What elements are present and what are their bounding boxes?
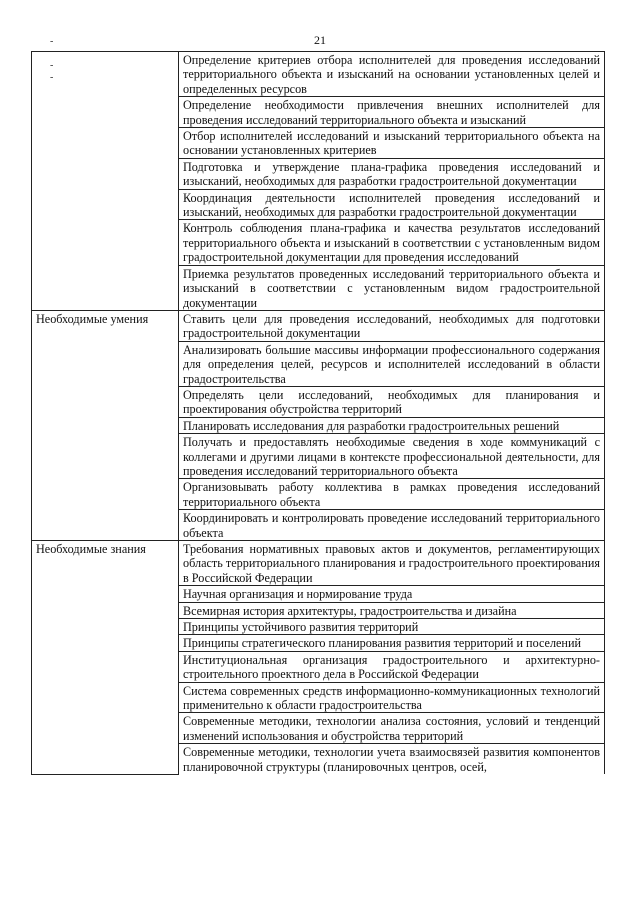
truncated-cell-text: Современные методики, технологии учета взаимосвязей развития компонентов планировочной структуры (планировочных центров, осей, xyxy=(183,745,600,774)
table-cell xyxy=(179,744,605,775)
table-row xyxy=(32,310,605,341)
table-cell: Координация деятельности исполнителей проведения исследований и изысканий, необходимых для разработки градостроительной документации xyxy=(179,189,605,220)
table-cell: Требования нормативных правовых актов и документов, регламентирующих область территориального планирования и градостроительного проектирования в Российской Федерации xyxy=(179,541,605,586)
table-cell: Научная организация и нормирование труда xyxy=(179,586,605,602)
section-label: Необходимые умения xyxy=(32,310,179,540)
table-cell: Институциональная организация градостроительного и архитектурно-строительного проектного дела в Российской Федерации xyxy=(179,651,605,682)
table-cell: Всемирная история архитектуры, градостроительства и дизайна xyxy=(179,602,605,618)
table-cell: Контроль соблюдения плана-графика и качества результатов исследований территориального объекта и изысканий в соответствии с установленным видом градостроительной документации для проведения исследований xyxy=(179,220,605,265)
table-cell: Определение необходимости привлечения внешних исполнителей для проведения исследований территориального объекта и изысканий xyxy=(179,97,605,128)
table-cell: Принципы устойчивого развития территорий xyxy=(179,619,605,635)
page-number: 21 xyxy=(314,33,326,47)
table-cell: Планировать исследования для разработки градостроительных решений xyxy=(179,417,605,433)
table-row xyxy=(32,52,605,97)
table-cell: Отбор исполнителей исследований и изысканий территориального объекта на основании установленных критериев xyxy=(179,128,605,159)
requirements-table xyxy=(31,51,605,775)
table-cell: Ставить цели для проведения исследований, необходимых для подготовки градостроительной документации xyxy=(179,310,605,341)
table-cell: Приемка результатов проведенных исследований территориального объекта и изысканий в соответствии с установленным видом градостроительной документации xyxy=(179,265,605,310)
section-label xyxy=(32,52,179,311)
margin-mark: - xyxy=(50,72,54,83)
table-cell: Анализировать большие массивы информации профессионального содержания для определения целей, ресурсов и исполнителей исследований в области градостроительства xyxy=(179,341,605,386)
table-cell: Современные методики, технологии анализа состояния, условий и тенденций изменений использования и обустройства территорий xyxy=(179,713,605,744)
table-cell: Система современных средств информационно-коммуникационных технологий применительно к области градостроительства xyxy=(179,682,605,713)
table-cell: Координировать и контролировать проведение исследований территориального объекта xyxy=(179,510,605,541)
table-cell: Принципы стратегического планирования развития территорий и поселений xyxy=(179,635,605,651)
section-label: Необходимые знания xyxy=(32,541,179,775)
table-row xyxy=(32,541,605,586)
margin-mark: - xyxy=(50,36,54,47)
table-cell: Подготовка и утверждение плана-графика проведения исследований и изысканий, необходимых для разработки градостроительной документации xyxy=(179,158,605,189)
margin-mark: - xyxy=(50,60,54,71)
table-cell: Организовывать работу коллектива в рамках проведения исследований территориального объекта xyxy=(179,479,605,510)
table-cell: Определение критериев отбора исполнителей для проведения исследований территориального объекта и изысканий на основании установленных целей и определенных ресурсов xyxy=(179,52,605,97)
table-cell: Получать и предоставлять необходимые сведения в ходе коммуникаций с коллегами и другими лицами в контексте профессиональной деятельности, для проведения исследований территориального объекта xyxy=(179,434,605,479)
table-cell: Определять цели исследований, необходимых для планирования и проектирования обустройства территорий xyxy=(179,386,605,417)
